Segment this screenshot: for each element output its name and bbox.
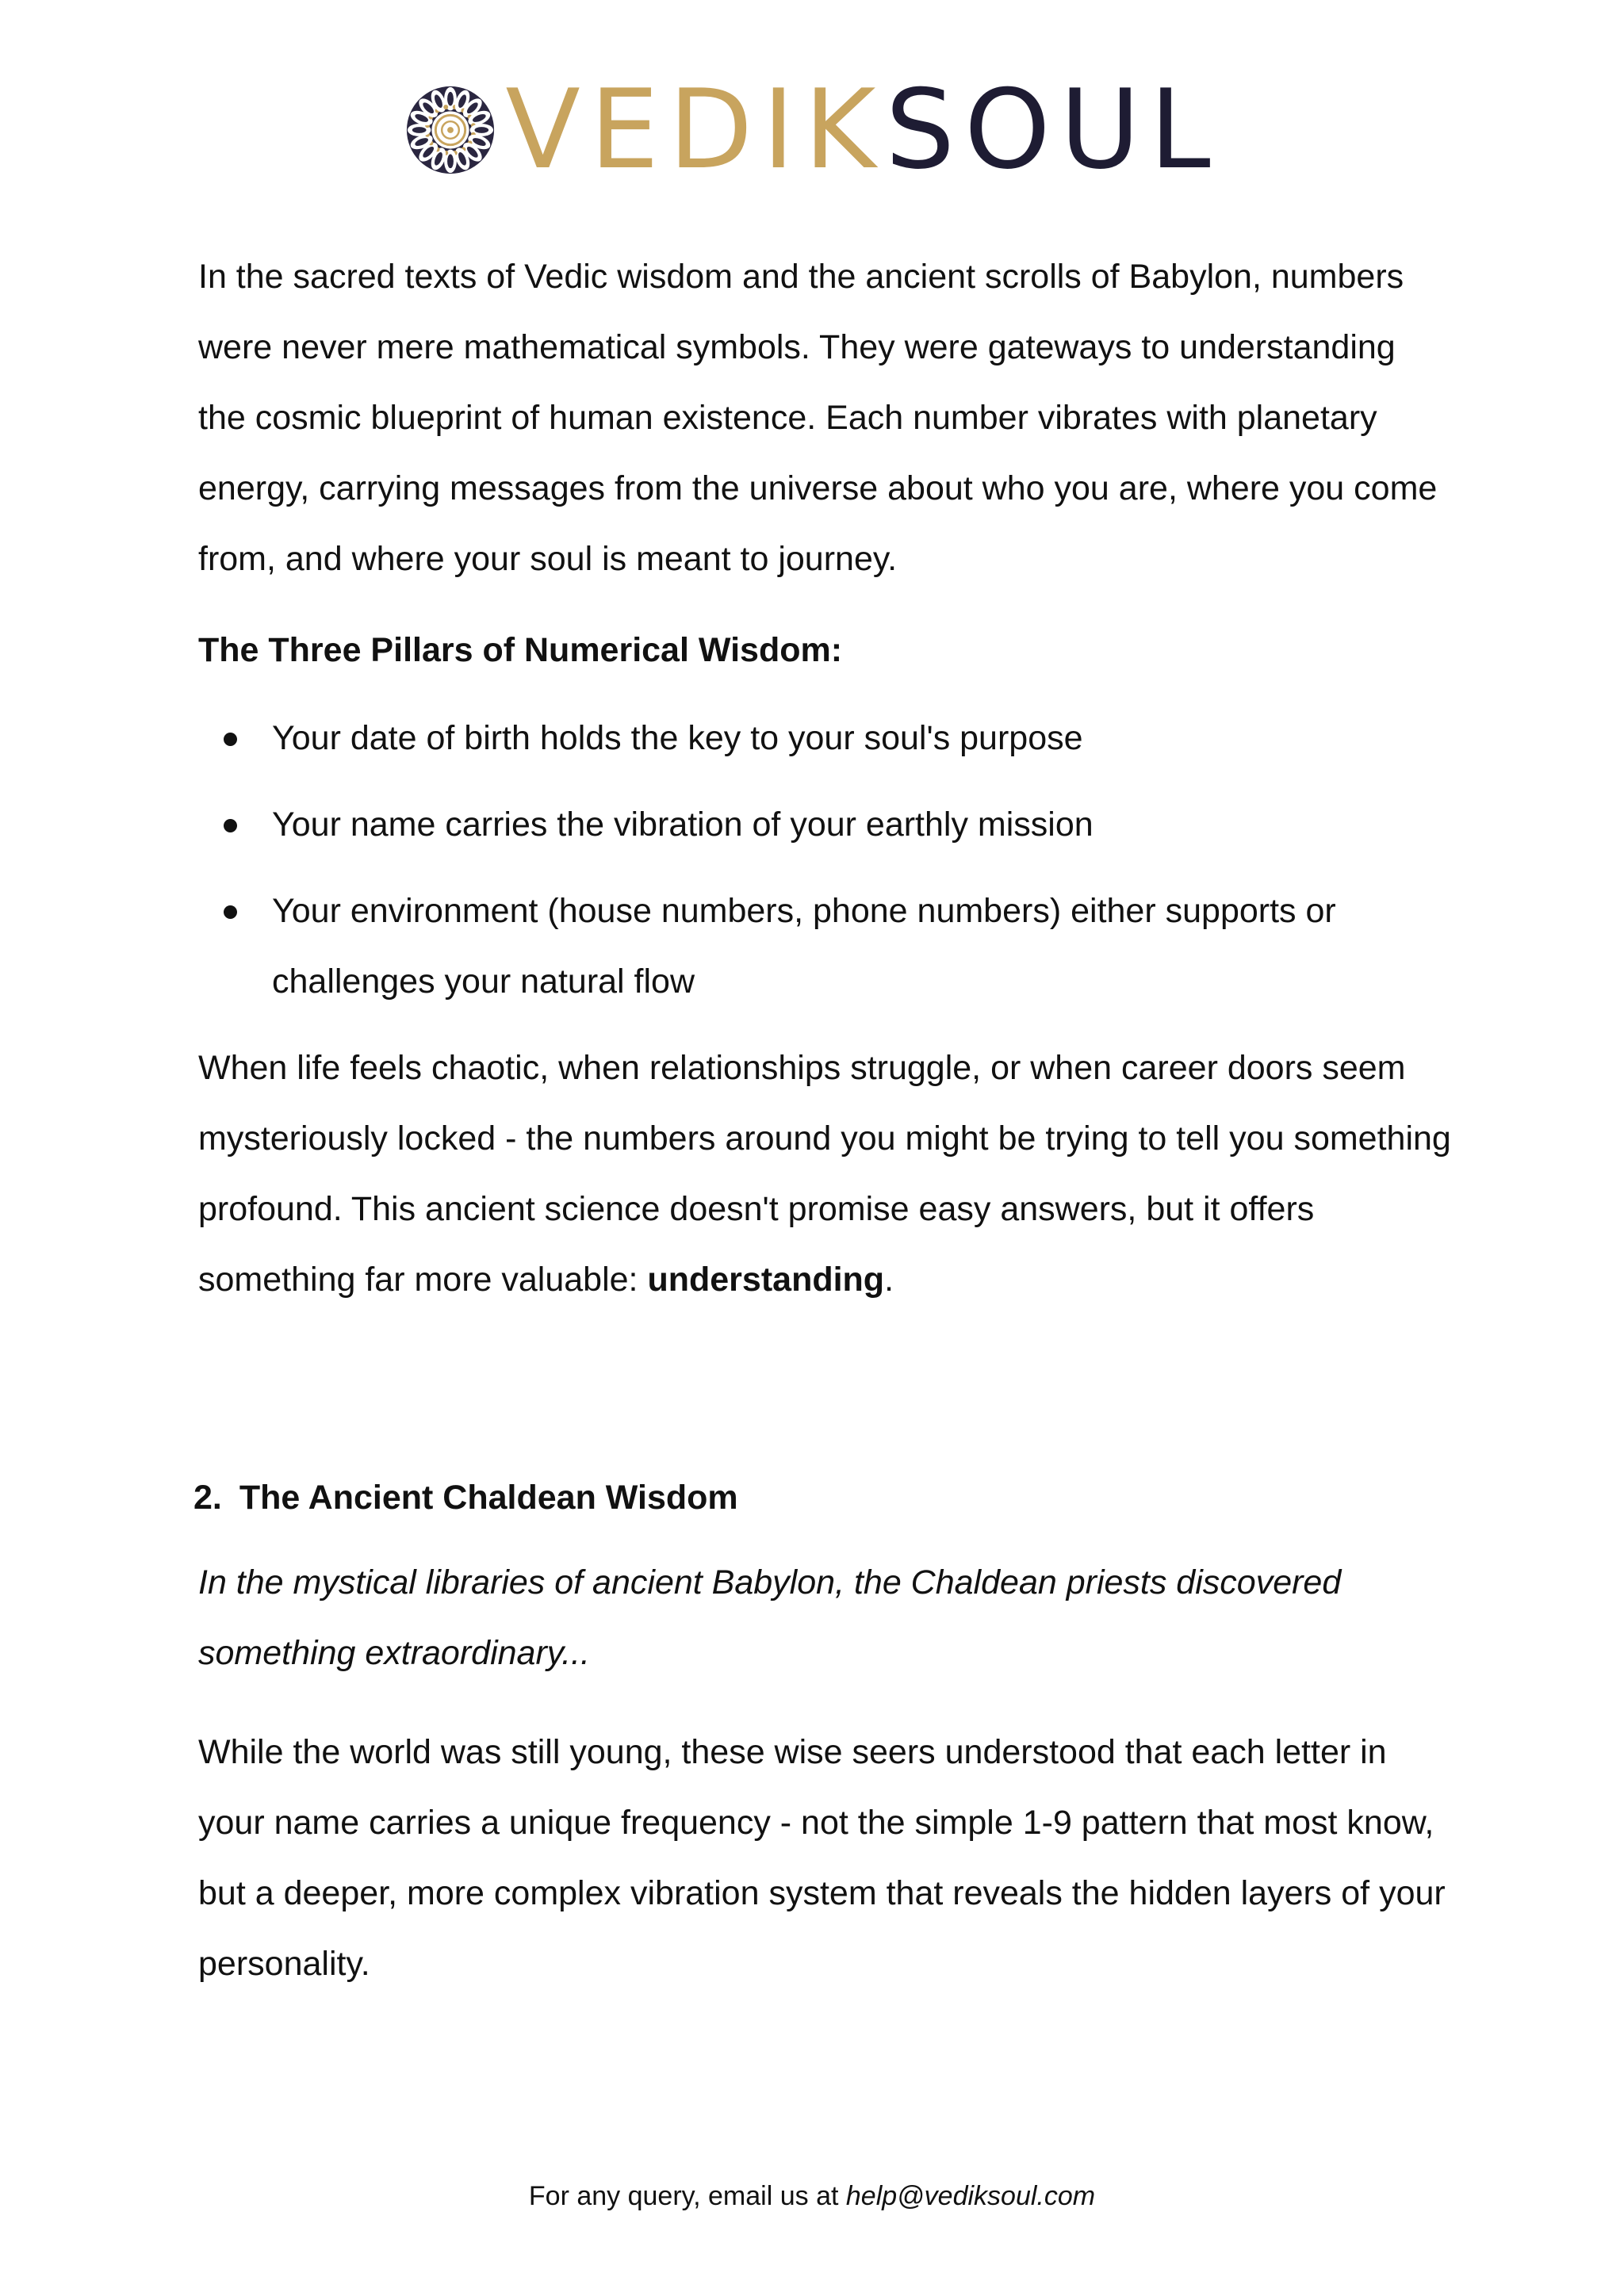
pillars-list bbox=[198, 703, 1451, 1017]
list-item-text: Your name carries the vibration of your earthly mission bbox=[272, 806, 1094, 844]
list-item-text: Your date of birth holds the key to your soul's purpose bbox=[272, 719, 1083, 757]
brand-wordmark bbox=[505, 66, 1220, 193]
chaos-paragraph bbox=[198, 1033, 1451, 1315]
list-item bbox=[198, 703, 1451, 774]
section-2-body: While the world was still young, these wise seers understood that each letter in your name carries a unique frequency - not the simple 1-9 pattern that most know, but a deeper, more complex vibration system that reveals the hidden layers of your personality. bbox=[198, 1733, 1446, 1983]
bullet-icon bbox=[224, 733, 237, 746]
section-number: 2. bbox=[193, 1479, 222, 1517]
bullet-icon bbox=[224, 905, 237, 919]
section-title: The Ancient Chaldean Wisdom bbox=[239, 1479, 738, 1517]
chaos-text: When life feels chaotic, when relationships struggle, or when career doors seem mysteriously locked - the numbers around you might be trying to tell you something profound. This ancient science doesn't promise easy answers, but it offers something far more valuable: bbox=[198, 1049, 1451, 1299]
list-item bbox=[198, 876, 1451, 1017]
section-2-heading bbox=[193, 1463, 1451, 1533]
intro-paragraph: In the sacred texts of Vedic wisdom and the ancient scrolls of Babylon, numbers were never mere mathematical symbols. They were gateways to understanding the cosmic blueprint of human existence. Each number vibrates with planetary energy, carrying messages from the universe about who you are, where you come from, and where your soul is meant to journey. bbox=[198, 258, 1438, 578]
page-footer bbox=[0, 2180, 1624, 2212]
brand-vedik: VEDIK bbox=[505, 66, 886, 193]
chaos-bold-word: understanding bbox=[647, 1261, 885, 1299]
footer-text: For any query, email us at bbox=[528, 2181, 846, 2211]
footer-email-link[interactable]: help@vediksoul.com bbox=[845, 2181, 1096, 2211]
document-body bbox=[193, 242, 1451, 1999]
list-item-text: Your environment (house numbers, phone numbers) either supports or challenges your natural flow bbox=[272, 892, 1336, 1001]
brand-soul: SOUL bbox=[885, 66, 1220, 193]
mandala-icon bbox=[404, 83, 497, 177]
chaos-end: . bbox=[884, 1261, 894, 1299]
brand-logo bbox=[0, 66, 1624, 193]
list-item bbox=[198, 790, 1451, 860]
pillars-heading: The Three Pillars of Numerical Wisdom: bbox=[198, 631, 843, 669]
bullet-icon bbox=[224, 819, 237, 832]
section-2-intro: In the mystical libraries of ancient Babylon, the Chaldean priests discovered something extraordinary... bbox=[198, 1563, 1342, 1672]
